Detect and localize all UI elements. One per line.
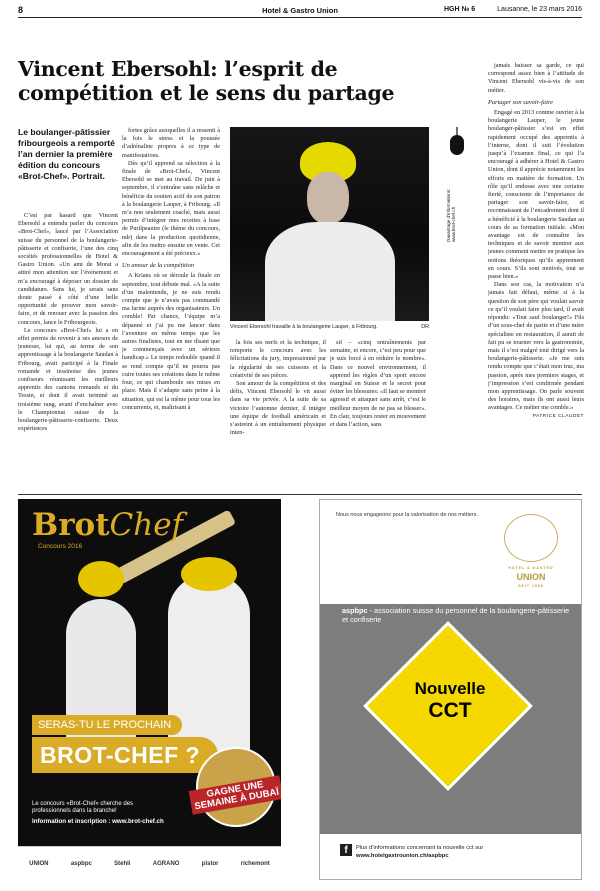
chef-figure-male [168, 574, 250, 759]
cct-link[interactable]: www.hotelgastrounion.ch/aspbpc [356, 852, 449, 859]
cct-headline: Nouvelle CCT [414, 679, 486, 722]
author-signature: PATRICE CLAUDET [532, 413, 584, 419]
portrait-photo [230, 127, 429, 321]
article-lead: Le boulanger-pâtissier fribourgeois a remporté l’an dernier la première édition du concours «Brot-Chef». Portrait. [18, 127, 115, 181]
issue-number: HGH № 6 [444, 6, 476, 13]
paragraph: la fois ses nerfs et la technique, il remporte le concours avec les félicitations du jury, impressionné par la régularité de ses cuissons et la créativité de ses pièces. [230, 339, 326, 379]
chef-jacket [265, 222, 395, 321]
publication-name: Hotel & Gastro Union [262, 6, 338, 15]
photo-caption [230, 324, 429, 330]
subheading: Un amour de la compétition [122, 262, 195, 270]
photo-credit: DR [421, 324, 429, 330]
sponsor-logo: AGRANO [152, 860, 180, 867]
brot-chef-logo: BrotChef [32, 507, 184, 543]
ad-copy: Le concours «Brot-Chef» cherche des professionnels dans la branche! [32, 801, 134, 815]
article-title: Vincent Ebersohl: l’esprit de compétition et le sens du partage [18, 57, 395, 105]
hotel-gastro-union-logo: HOTEL & GASTRO UNION SEIT 1886 [508, 566, 554, 588]
issue-date: Lausanne, le 23 mars 2016 [497, 6, 582, 13]
chef-figure-female [66, 599, 136, 759]
face [307, 172, 349, 224]
paragraph: jamais baisser sa garde, ce qui correspond assez bien à l’attitude de Vincent Ebersohl vis-à-vis de son métier. [488, 62, 584, 94]
association-name: aspbpc - association suisse du personnel de la boulangerie-pâtisserie et confiserie [342, 606, 570, 624]
article-column-3 [230, 339, 326, 482]
cct-band [320, 604, 582, 834]
paragraph: Dès qu’il apprend sa sélection à la finale de «Brot-Chef», Vincent Ebersohl se met au travail. De juin à septembre, il s’entraîne sans relâche et bénéficie du soutien actif de son patron à la boulangerie Lauper, à Fribourg. «Il m’a non seulement coaché, mais aussi permis d’intégrer mes recettes à base de Purilpeautre (le théme du concours, ndr) dans la production quotidienne, afin de les mettre ensuite en vente. Cet encouragement a été précieux.» [122, 159, 220, 258]
sponsor-logo: UNION [29, 860, 49, 867]
cct-ad[interactable] [319, 499, 582, 880]
paragraph: Dans son cas, la motivation n’a jamais fait défaut, même si à la question de son père qui voulait savoir ce qu’il voulait faire plus tard, il avait répondu: «Tout sauf boulanger!» Fils d’un sous-chef de partie et d’une mère spécialiste en restauration, il aurait de fait pu se tourner vers la gastronomie, mais il s’est malgré tout dirigé vers la boulangerie-pâtisserie. «Je me suis rendu compte que c’était mon truc, ma passion, après mes premiers stages, et j’impression s’est confirmée pendant mon apprentissage. On parle souvent des horaires, mais ils ont aussi leurs avantages. Ce métier me comble.» [488, 281, 584, 412]
paragraph: C’est par hasard que Vincent Ebersohl a entendu parler du concours «Brot-Chef», lancé par l’Association suisse du personnel de la boulangerie-pâtisserie et confiserie, l’une des cinq sociétés professionnelles de Hotel & Gastro Union. «Un ami de Morat a attiré mon attention sur l’événement et m’a encouragé à déposer un dossier de candidature. Sans lui, je serais sans doute passé à côté d’une belle opportunité de prouver mon savoir-faire, et de renouer avec la passion des concours, lance le Fribourgeois. [18, 212, 118, 326]
ad-tagline: Nous nous engageons pour la valorisation de nos métiers. [336, 512, 478, 518]
sponsor-logo: aspbpc [70, 860, 92, 867]
brot-chef-ad[interactable] [18, 499, 281, 880]
ad-headline-1: SERAS-TU LE PROCHAIN [32, 715, 182, 735]
article-column-5 [488, 62, 584, 482]
paragraph: Son amour de la compétition et des défis, Vincent Ebersohl le vit aussi dans sa vie privée. A la suite de sa victoire l’automne dernier, il intègre une équipe de football américain et s’astreint à un entraînement physique inten- [230, 380, 326, 437]
mouse-icon [448, 127, 466, 167]
paragraph: Engagé en 2013 comme ouvrier à la boulangerie Lauper, le jeune boulanger-pâtissier s’est en effet rapidement occupé des apprentis à l’interne, dont il suit l’évolution jusqu’à l’examen final, ce qui l’a encouragé à adhérer à Hotel & Gastro Union, dont il apprécie notamment les efforts en matière de formation. Un rôle qu’il endosse avec une certaine fierté, consciente de l’importance de partager son savoir-faire, et reconnaissant de l’encadrement dont il a bénéficié à la boulangerie Saudan au cours de sa formation initiale. «Mon avantage est de connaître les techniques et de savoir montrer aux jeunes comment mettre en pratique les notions théoriques qu’ils apprennent en cours. S’ils sont motivés, tout se passe bien.» [488, 109, 584, 281]
facebook-icon[interactable]: f [340, 844, 352, 856]
ad-headline-2: BROT-CHEF ? [32, 737, 218, 773]
article-column-4 [330, 339, 426, 482]
ad-edition: Concours 2016 [38, 543, 83, 550]
sponsor-logo: Stehli [114, 860, 131, 867]
sponsor-strip [18, 846, 281, 880]
paragraph: fortes grâce auxquelles il a ressenti à la fois le stress et la poussée d’adrénaline propres à ce type de manifestations. [122, 127, 220, 159]
sponsor-logo: pistor [201, 860, 219, 867]
article-column-1 [18, 212, 118, 482]
side-info-label[interactable]: Davantage d’informations: www.brot-chef.ch [446, 188, 456, 242]
paragraph: sif – «cinq entraînements par semaine, et encore, c’est peu pour que je suis forcé à en réduire le nombre». Dans ce nouvel environnement, il apprend les règles d’un sport encore marginal en Suisse et le secret pour éviter les blessures: «Il faut se montrer agressif et attaquer sans arrêt, c’est le meilleur moyen de ne pas se blesser». En clair, toujours rester en mouvement et dans l’action, sans [330, 339, 426, 429]
chef-hat [78, 561, 124, 597]
wreath-icon [504, 514, 558, 562]
subheading: Partager son savoir-faire [488, 98, 553, 106]
paragraph: A Krians où se déroule la finale en septembre, tout débute mal. «A la suite d’un malentendu, je ne suis rendu compte que je n’avais pas commandé ma farine auprès des organisateurs. Un comble! Par chance, l’équipe m’a dépanné et j’ai pu me lancer dans l’aventure en même temps que les autres finalistes, tout en me disant que je commençais avec un sérieux handicap.» Le temps redouble quand il se rend compte qu’il ne pourra pas cuire toutes ses créations dans le même four, ce qui chamboule ses mises en place. Mais il s’adapte sans peine à la situation, qui est la même pour tous les concurrents, et, maîtrisant à [122, 272, 220, 411]
paragraph: Le concours «Brot-Chef» lui a en effet permis de revenir à ses amours de jeunesse, lui qui, au terme de son apprentissage à la boulangerie Saudan à Fribourg, avait participé à la Finale romande et tessinoise des jeunes confiseurs réunissant les meilleurs apprentis des cantons romands et du Tessin, et dont il avait terminé au troisième rang, avant d’enchaîner avec le Championnat suisse de la boulangerie-pâtisserie-confiserie. Deux expériences [18, 326, 118, 433]
caption-text: Vincent Ebersohl travaille à la boulangerie Lauper, à Fribourg. [230, 324, 378, 330]
prize-badge: GAGNE UNE SEMAINE À DUBAÏ [189, 775, 281, 815]
sponsor-logo: richemont [240, 860, 270, 867]
page-header [18, 4, 582, 18]
article-column-2 [122, 127, 220, 482]
section-divider [18, 494, 582, 495]
chef-hat [181, 557, 237, 591]
page-number: 8 [18, 5, 24, 15]
footer-text: Plus d’informations concernant la nouvelle cct sur www.hotelgastrounion.ch/aspbpc [356, 845, 484, 859]
cct-footer [320, 834, 582, 880]
ad-info-link[interactable]: Information et inscription : www.brot-chef.ch [32, 818, 164, 825]
